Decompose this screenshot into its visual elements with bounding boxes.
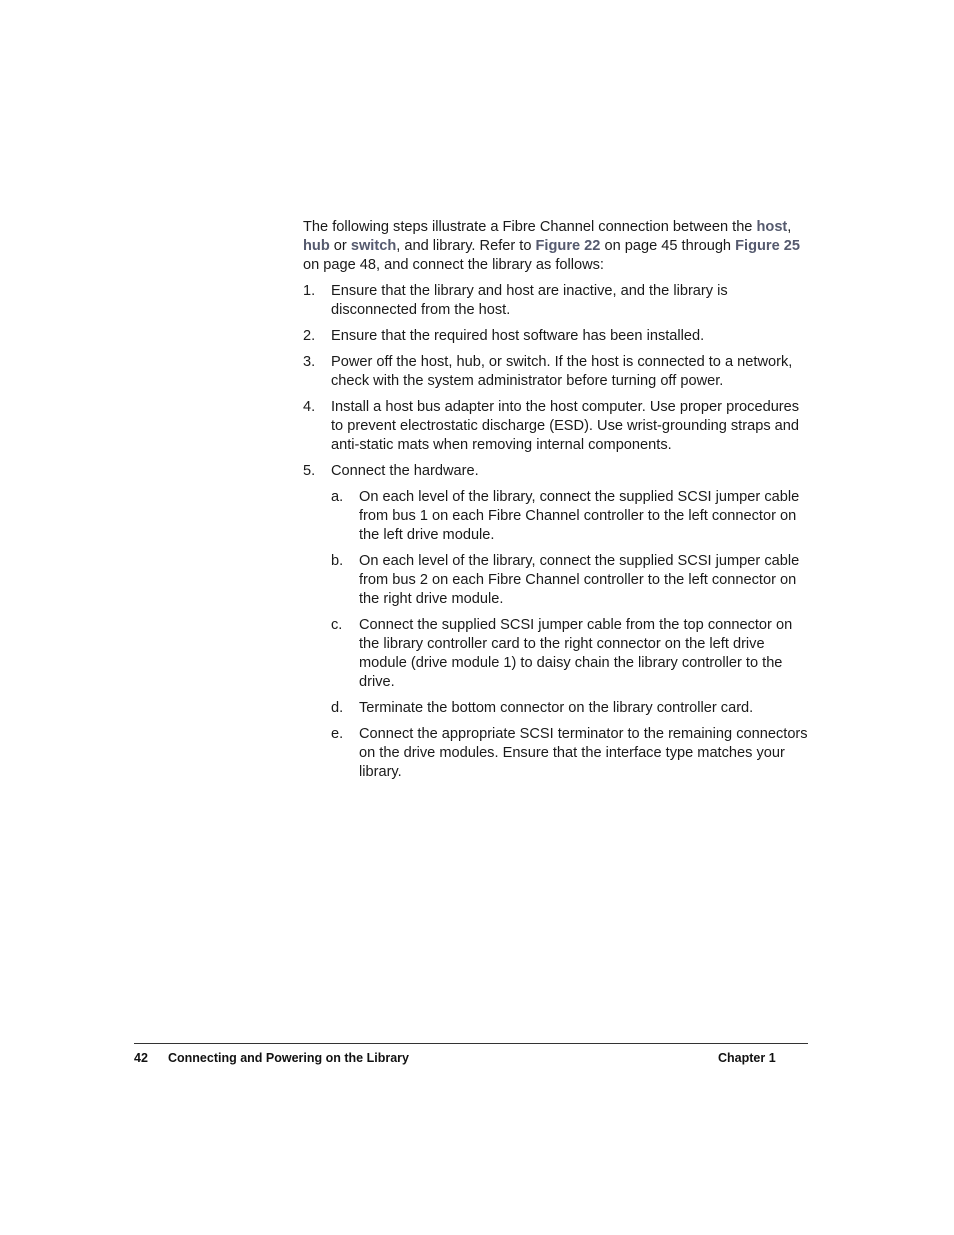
main-content — [303, 218, 813, 789]
substep-a — [331, 488, 813, 545]
figure-25-link[interactable]: Figure 25 — [735, 238, 800, 254]
substep-text: Connect the supplied SCSI jumper cable from the top connector on the library controller card to the right connector on the left drive module (drive module 1) to daisy chain the library controller to the drive. — [359, 617, 793, 690]
substep-text: On each level of the library, connect the supplied SCSI jumper cable from bus 2 on each Fibre Channel controller to the left connector on the right drive module. — [359, 553, 800, 607]
substep-list — [331, 488, 813, 782]
intro-text: on page 48, and connect the library as follows: — [303, 257, 604, 273]
host-link[interactable]: host — [756, 219, 788, 235]
intro-paragraph — [303, 218, 813, 275]
substep-text: Terminate the bottom connector on the library controller card. — [359, 700, 754, 716]
step-1 — [303, 282, 813, 320]
step-text: Power off the host, hub, or switch. If the host is connected to a network, check with the system administrator before turning off power. — [331, 354, 793, 389]
step-number: 2. — [303, 328, 316, 344]
hub-link[interactable]: hub — [303, 238, 330, 254]
step-text: Ensure that the library and host are inactive, and the library is disconnected from the host. — [331, 283, 728, 318]
step-text: Install a host bus adapter into the host computer. Use proper procedures to prevent electrostatic discharge (ESD). Use wrist-grounding straps and anti-static mats when removing internal components. — [331, 399, 800, 453]
intro-text: , and library. Refer to — [396, 238, 536, 254]
intro-text: The following steps illustrate a Fibre Channel connection between the — [303, 219, 757, 235]
footer-section-title: Connecting and Powering on the Library — [168, 1051, 409, 1065]
step-text: Connect the hardware. — [331, 463, 479, 479]
step-5 — [303, 462, 813, 481]
step-4 — [303, 398, 813, 455]
substep-c — [331, 616, 813, 692]
intro-text: on page 45 through — [600, 238, 736, 254]
substep-letter: a. — [331, 489, 344, 505]
substep-e — [331, 725, 813, 782]
substep-letter: b. — [331, 553, 344, 569]
step-2 — [303, 327, 813, 346]
substep-text: On each level of the library, connect the supplied SCSI jumper cable from bus 1 on each Fibre Channel controller to the left connector on the left drive module. — [359, 489, 800, 543]
page-number: 42 — [134, 1051, 148, 1065]
substep-letter: d. — [331, 700, 344, 716]
substep-b — [331, 552, 813, 609]
step-number: 1. — [303, 283, 316, 299]
step-number: 4. — [303, 399, 316, 415]
step-3 — [303, 353, 813, 391]
substep-d — [331, 699, 813, 718]
figure-22-link[interactable]: Figure 22 — [535, 238, 601, 254]
footer-chapter: Chapter 1 — [718, 1051, 776, 1065]
step-number: 3. — [303, 354, 316, 370]
intro-text: , — [787, 219, 792, 235]
substep-text: Connect the appropriate SCSI terminator to the remaining connectors on the drive modules. Ensure that the interface type matches your library. — [359, 726, 808, 780]
step-number: 5. — [303, 463, 316, 479]
substep-letter: c. — [331, 617, 343, 633]
switch-link[interactable]: switch — [350, 238, 397, 254]
step-text: Ensure that the required host software has been installed. — [331, 328, 705, 344]
footer-divider — [134, 1043, 808, 1044]
substep-letter: e. — [331, 726, 344, 742]
intro-text: or — [329, 238, 351, 254]
